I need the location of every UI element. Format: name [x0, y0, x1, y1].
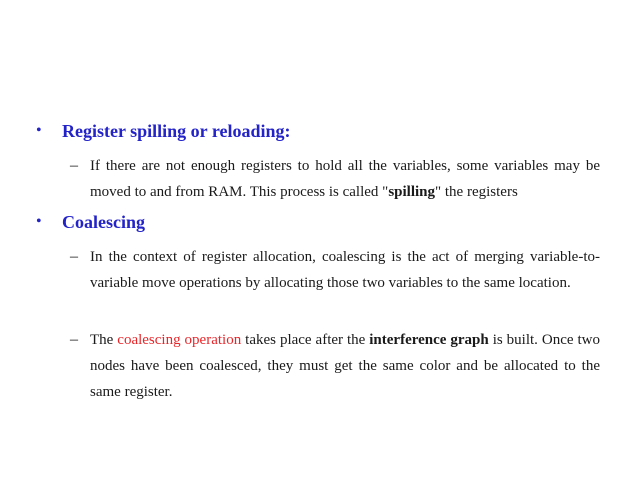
- bullet-coalescing: [36, 211, 145, 233]
- sub-item-text: [90, 153, 600, 205]
- bullet-dot: •: [36, 122, 42, 139]
- sub-item-spilling: [70, 153, 600, 205]
- sub-item-coalescing-definition: [70, 244, 600, 296]
- heading-register-spilling: Register spilling or reloading:: [62, 121, 291, 141]
- dash-marker: –: [70, 248, 78, 265]
- highlight-coalescing-operation: coalescing operation: [117, 332, 242, 348]
- sub-item-coalescing-operation: [70, 327, 600, 405]
- text-part: " the registers: [435, 184, 518, 200]
- bullet-register-spilling: [36, 120, 291, 142]
- dash-marker: –: [70, 331, 78, 348]
- text-part: takes place after the: [241, 332, 370, 348]
- bullet-dot: •: [36, 213, 42, 230]
- dash-marker: –: [70, 157, 78, 174]
- text-part: is built. Once two nodes have been coalesced, they must get the same color and be allocated to the same register.: [90, 332, 600, 400]
- heading-coalescing: Coalescing: [62, 212, 145, 232]
- text-part: The: [90, 332, 118, 348]
- sub-item-text: [90, 327, 600, 405]
- text-part: If there are not enough registers to hold all the variables, some variables may be moved to and from RAM. This process is called ": [90, 158, 600, 200]
- sub-item-text: In the context of register allocation, coalescing is the act of merging variable-to-variable move operations by allocating those two variables to the same location.: [90, 249, 600, 291]
- bold-term-interference-graph: interference graph: [369, 332, 489, 348]
- bold-term-spilling: spilling: [388, 184, 436, 200]
